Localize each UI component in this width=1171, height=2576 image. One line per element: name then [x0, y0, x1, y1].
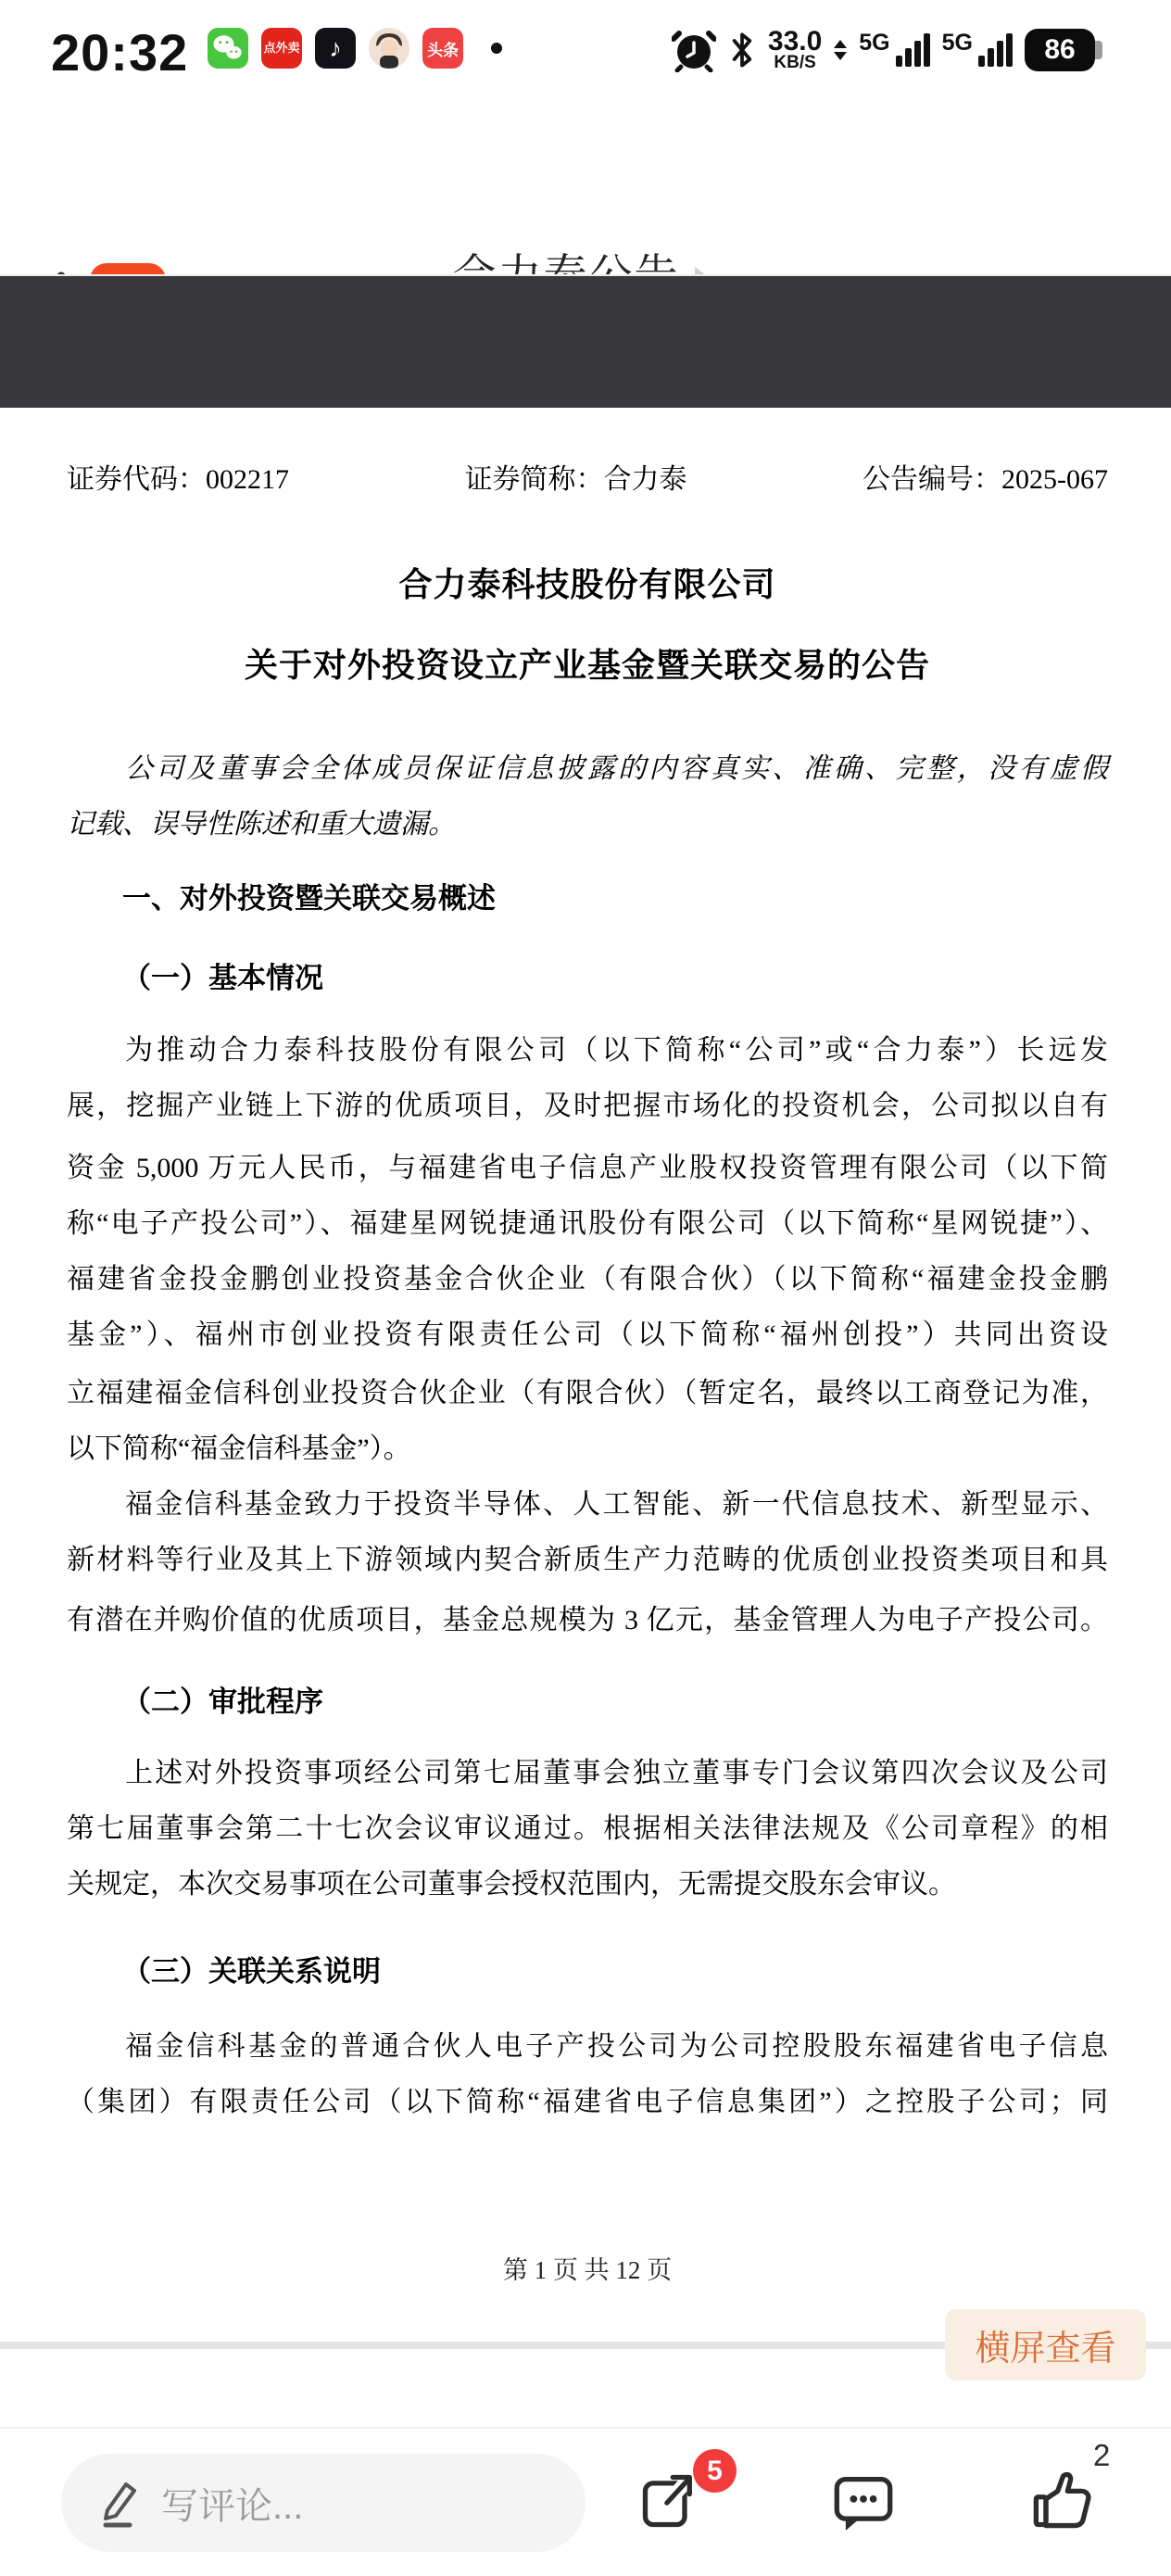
status-indicators — [672, 0, 1102, 100]
status-bar — [0, 0, 1171, 100]
signal-sim2 — [941, 30, 1013, 67]
pdf-page — [0, 408, 1171, 2342]
signal-bar — [1006, 33, 1013, 67]
doc-line: 立福建福金信科创业投资合伙企业（有限合伙）（暂定名，最终以工商登记为准， — [67, 1378, 1108, 1408]
doc-line: 有潜在并购价值的优质项目，基金总规模为 3 亿元，基金管理人为电子产投公司。 — [67, 1605, 1108, 1635]
signal-bar — [896, 56, 902, 67]
jd-waimai-notification-icon: 点外卖 — [261, 28, 302, 69]
doc-line: 福金信科基金的普通合伙人电子产投公司为公司控股股东福建省电子信息 — [125, 2031, 1108, 2062]
signal-bar — [905, 48, 912, 67]
like-button[interactable] — [1030, 2469, 1093, 2537]
signal-sim1 — [859, 30, 929, 67]
doc-section-heading: （二）审批程序 — [122, 1686, 323, 1718]
doc-line: 福建省金投金鹏创业投资基金合伙企业（有限合伙）（以下简称“福建金投金鹏 — [67, 1264, 1108, 1294]
data-transfer-arrows-icon — [834, 40, 847, 60]
network-speed — [767, 25, 823, 73]
signal-bar — [914, 41, 921, 67]
network-speed-unit: KB/S — [774, 53, 816, 73]
bottom-toolbar — [0, 2427, 1171, 2576]
signal-5g-label: 5G — [859, 30, 890, 56]
doc-line: 资金 5,000 万元人民币，与福建省电子信息产业股权投资管理有限公司（以下简 — [67, 1153, 1108, 1183]
alarm-clock-icon — [672, 28, 716, 72]
doc-meta-item: 证券代码：002217 — [67, 464, 289, 495]
app-header — [0, 100, 1171, 274]
doc-line: 关规定，本次交易事项在公司董事会授权范围内，无需提交股东会审议。 — [67, 1869, 956, 1900]
notification-app-icons — [208, 28, 502, 69]
doc-line: 上述对外投资事项经公司第七届董事会独立董事专门会议第四次会议及公司 — [125, 1758, 1108, 1788]
thumbs-up-icon — [1030, 2469, 1093, 2532]
doc-line: 新材料等行业及其上下游领域内契合新质生产力范畴的优质创业投资类项目和具 — [67, 1545, 1108, 1575]
pdf-viewer-background — [0, 276, 1171, 408]
doc-line: 为推动合力泰科技股份有限公司（以下简称“公司”或“合力泰”）长远发 — [125, 1035, 1108, 1066]
battery-indicator — [1025, 29, 1102, 71]
signal-bar — [997, 41, 1003, 67]
bluetooth-icon — [728, 26, 756, 74]
doc-line: 称“电子产投公司”）、福建星网锐捷通讯股份有限公司（以下简称“星网锐捷”）、 — [67, 1208, 1108, 1239]
doc-meta-item: 证券简称：合力泰 — [464, 464, 687, 495]
clock-time: 20:32 — [51, 23, 189, 82]
doc-meta-item: 公告编号：2025-067 — [863, 464, 1108, 495]
wechat-bubbles-icon — [208, 28, 248, 69]
doc-section-heading: （三）关联关系说明 — [122, 1955, 381, 1988]
doc-line: 公司及董事会全体成员保证信息披露的内容真实、准确、完整，没有虚假 — [125, 753, 1108, 784]
toutiao-notification-icon: 头条 — [422, 28, 463, 69]
battery-nub — [1095, 41, 1102, 59]
doc-line: （集团）有限责任公司（以下简称“福建省电子信息集团”）之控股子公司；同 — [67, 2087, 1108, 2117]
comment-bubble-icon — [832, 2469, 895, 2532]
signal-bar — [924, 33, 930, 67]
doc-section-heading: （一）基本情况 — [122, 962, 323, 994]
share-count-badge: 5 — [693, 2449, 737, 2493]
doc-line: 第七届董事会第二十七次会议审议通过。根据相关法律法规及《公司章程》的相 — [67, 1813, 1108, 1844]
battery-percent: 86 — [1025, 29, 1095, 71]
avatar-notification-icon — [369, 28, 409, 69]
like-count: 2 — [1093, 2438, 1111, 2472]
tiktok-notification-icon: ♪ — [315, 28, 356, 69]
network-speed-value: 33.0 — [767, 25, 823, 57]
avatar-face-icon — [369, 28, 409, 69]
doc-page-number: 第 1 页 共 12 页 — [502, 2256, 673, 2284]
doc-line: 以下简称“福金信科基金”）。 — [67, 1433, 411, 1464]
signal-bar — [978, 56, 985, 67]
doc-line: 基金”）、福州市创业投资有限责任公司（以下简称“福州创投”）共同出资设 — [67, 1320, 1108, 1350]
comment-input[interactable] — [61, 2454, 586, 2552]
share-icon — [637, 2469, 700, 2532]
comments-button[interactable] — [832, 2469, 895, 2537]
share-button[interactable] — [637, 2469, 700, 2537]
doc-line: 福金信科基金致力于投资半导体、人工智能、新一代信息技术、新型显示、 — [125, 1489, 1108, 1520]
signal-5g-label: 5G — [941, 30, 973, 56]
pencil-icon — [98, 2477, 141, 2529]
comment-placeholder: 写评论... — [161, 2485, 304, 2527]
wechat-notification-icon — [208, 28, 248, 69]
signal-bar — [988, 48, 994, 67]
doc-section-heading: 一、对外投资暨关联交易概述 — [122, 882, 496, 915]
doc-title: 合力泰科技股份有限公司 — [398, 566, 776, 603]
notification-overflow-dot — [491, 43, 502, 54]
doc-title: 关于对外投资设立产业基金暨关联交易的公告 — [244, 647, 930, 684]
doc-line: 展，挖掘产业链上下游的优质项目，及时把握市场化的投资机会，公司拟以自有 — [67, 1091, 1108, 1121]
doc-line: 记载、误导性陈述和重大遗漏。 — [67, 809, 456, 840]
landscape-view-button[interactable]: 横屏查看 — [945, 2309, 1146, 2380]
